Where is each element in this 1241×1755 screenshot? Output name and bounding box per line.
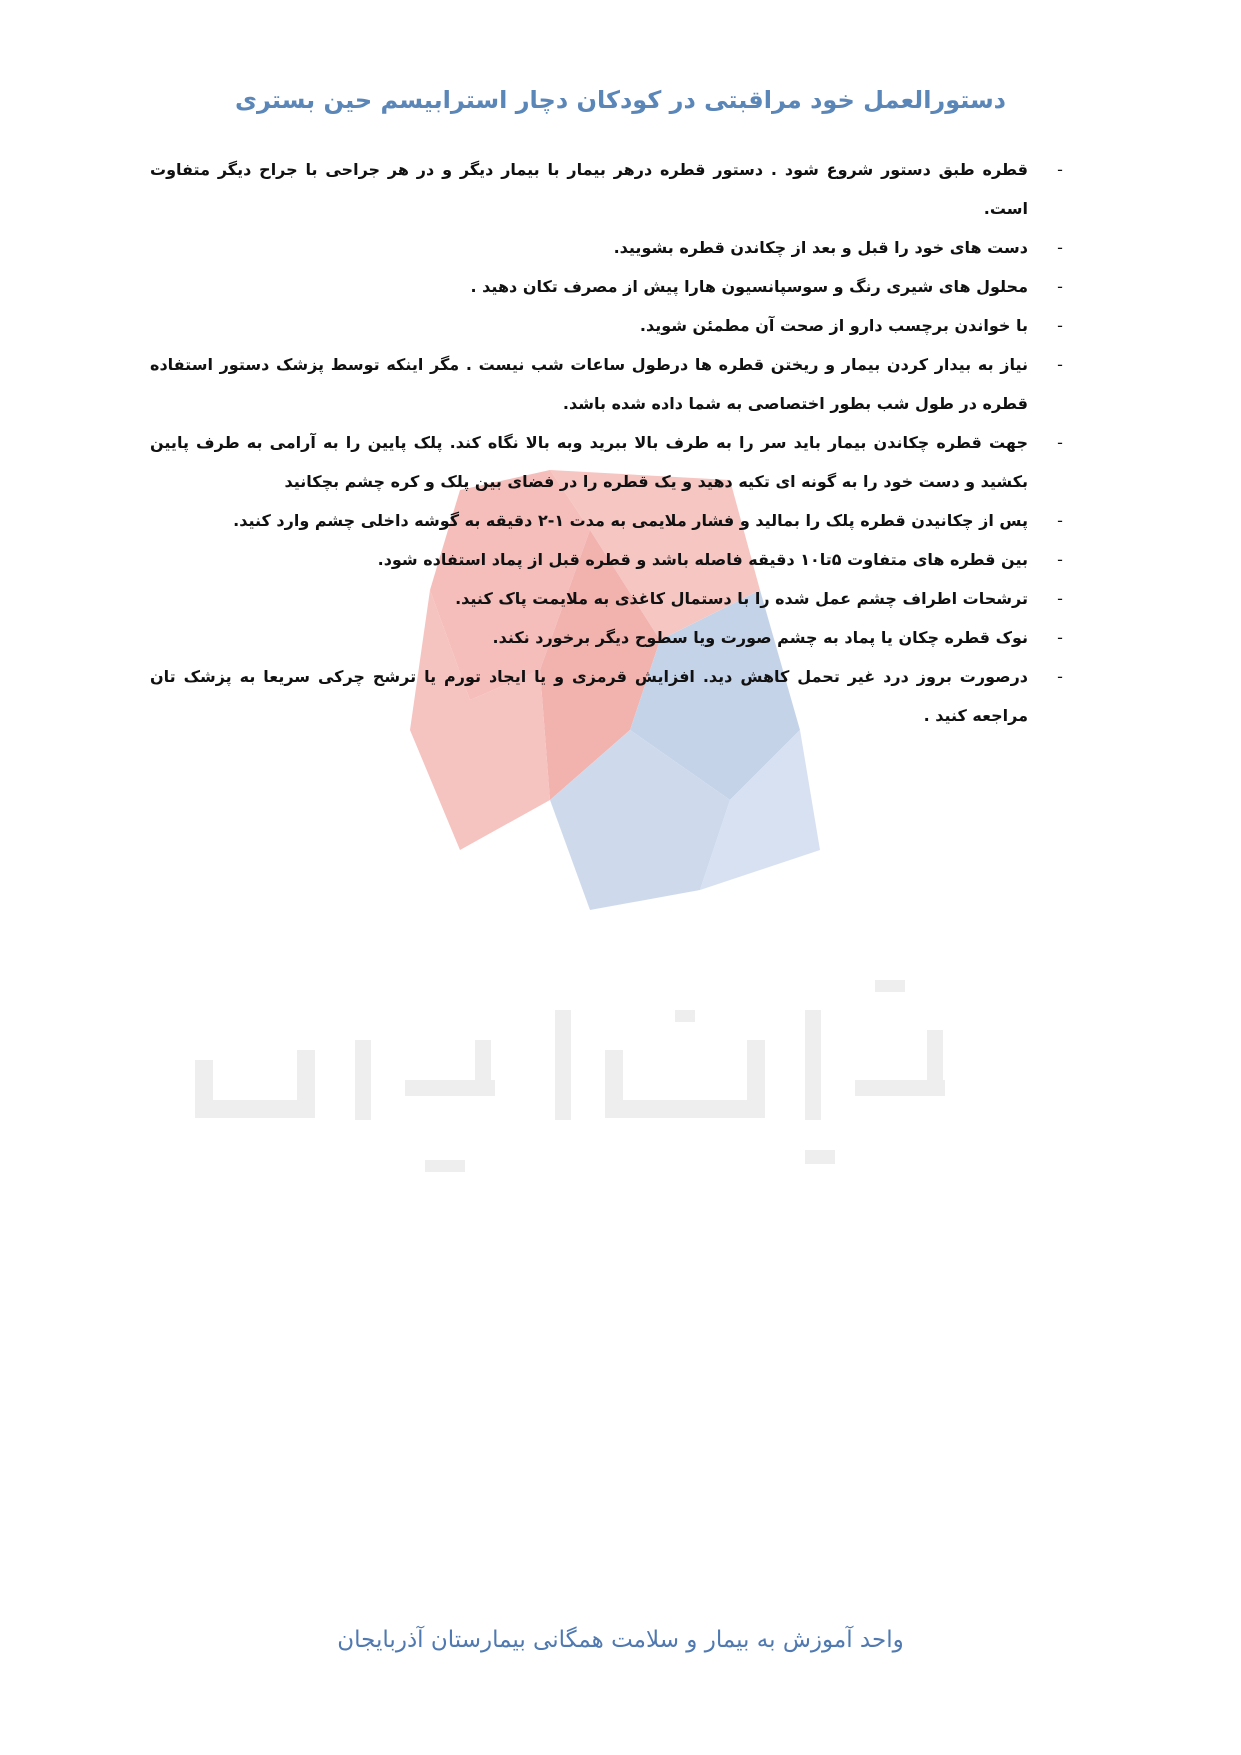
- bullet-dash: -: [1057, 511, 1063, 530]
- list-item: [150, 501, 1070, 540]
- list-item: [150, 618, 1070, 657]
- bullet-dash: -: [1057, 355, 1063, 374]
- document-title: دستورالعمل خود مراقبتی در کودکان دچار استرابیسم حین بستری: [234, 86, 1006, 114]
- bullet-dash: -: [1057, 589, 1063, 608]
- instruction-text: بین قطره های متفاوت ۵تا۱۰ دقیقه فاصله باشد و قطره قبل از پماد استفاده شود.: [377, 550, 1028, 569]
- bullet-dash: -: [1057, 433, 1063, 452]
- list-item: [150, 150, 1070, 228]
- list-item: [150, 657, 1070, 735]
- instruction-text: پس از چکانیدن قطره پلک را بمالید و فشار ملایمی به مدت ۱-۲ دقیقه به گوشه داخلی چشم وارد کنید.: [233, 511, 1028, 530]
- list-item: [150, 579, 1070, 618]
- bullet-dash: -: [1057, 277, 1063, 296]
- list-item: [150, 306, 1070, 345]
- bullet-dash: -: [1057, 550, 1063, 569]
- hospital-name-watermark-icon: [175, 950, 975, 1190]
- bullet-dash: -: [1057, 238, 1063, 257]
- instruction-text: نیاز به بیدار کردن بیمار و ریختن قطره ها درطول ساعات شب نیست . مگر اینکه توسط پزشک دستور استفاده قطره در طول شب بطور اختصاصی به شما داده شده باشد.: [150, 355, 1028, 413]
- instruction-text: نوک قطره چکان یا پماد به چشم صورت ویا سطوح دیگر برخورد نکند.: [492, 628, 1028, 647]
- list-item: [150, 228, 1070, 267]
- bullet-dash: -: [1057, 160, 1063, 179]
- instruction-text: جهت قطره چکاندن بیمار باید سر را به طرف بالا ببرید وبه بالا نگاه کند. پلک پایین را به آرامی به طرف پایین بکشید و دست خود را به گونه ای تکیه دهید و یک قطره را در فضای بین پلک و کره چشم بچکانید: [150, 433, 1028, 491]
- document-footer: واحد آموزش به بیمار و سلامت همگانی بیمارستان آذربایجان: [337, 1627, 904, 1653]
- instruction-text: محلول های شیری رنگ و سوسپانسیون هارا پیش از مصرف تکان دهید .: [470, 277, 1028, 296]
- bullet-dash: -: [1057, 316, 1063, 335]
- instruction-text: ترشحات اطراف چشم عمل شده را با دستمال کاغذی به ملایمت پاک کنید.: [455, 589, 1028, 608]
- instruction-text: درصورت بروز درد غیر تحمل کاهش دید. افزایش قرمزی و یا ایجاد تورم یا ترشح چرکی سریعا به پزشک تان مراجعه کنید .: [150, 667, 1028, 725]
- list-item: [150, 345, 1070, 423]
- list-item: [150, 423, 1070, 501]
- instruction-list: [150, 150, 1070, 735]
- list-item: [150, 267, 1070, 306]
- instruction-text: با خواندن برچسب دارو از صحت آن مطمئن شوید.: [639, 316, 1028, 335]
- instruction-text: دست های خود را قبل و بعد از چکاندن قطره بشویید.: [613, 238, 1028, 257]
- instruction-text: قطره طبق دستور شروع شود . دستور قطره درهر بیمار با بیمار دیگر و در هر جراحی با جراح دیگر متفاوت است.: [150, 160, 1028, 218]
- bullet-dash: -: [1057, 628, 1063, 647]
- bullet-dash: -: [1057, 667, 1063, 686]
- list-item: [150, 540, 1070, 579]
